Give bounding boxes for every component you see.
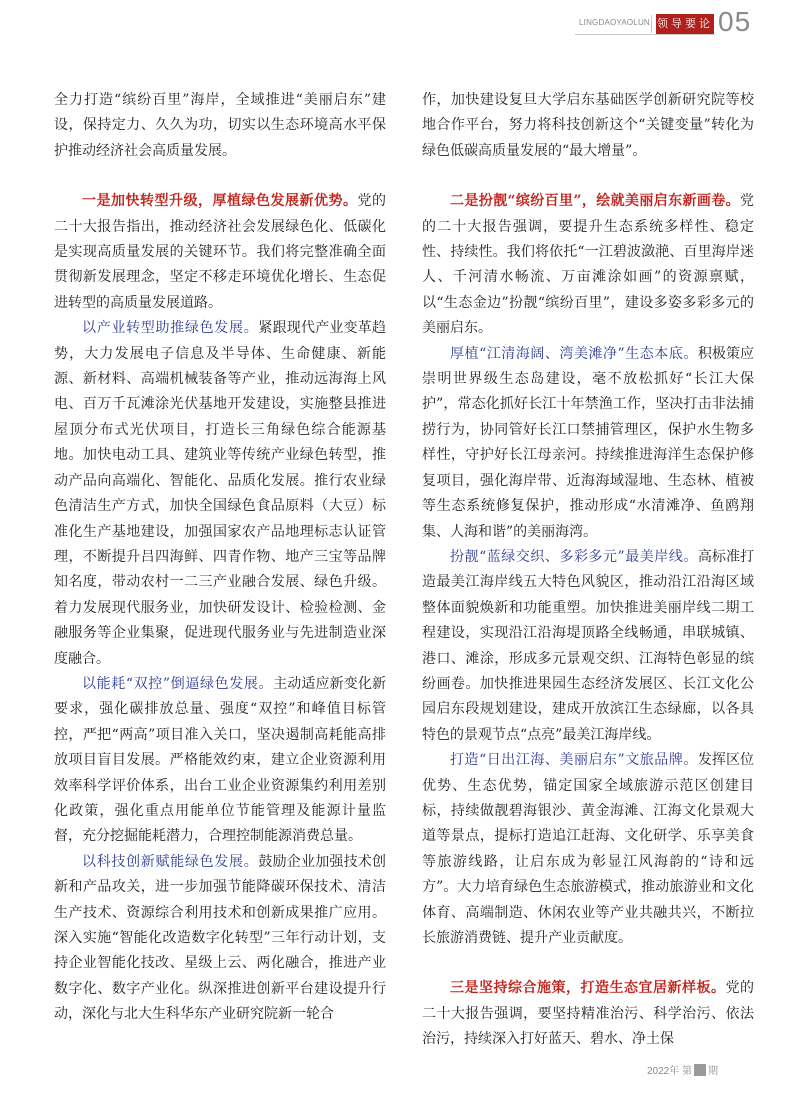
- footer-issue-prefix: 第: [682, 1066, 693, 1077]
- subsection-lead: 以能耗“双控”倒逼绿色发展。: [82, 675, 274, 692]
- section-paragraph: [422, 976, 754, 1052]
- paragraph-text: 鼓励企业加强技术创新和产品攻关，进一步加强节能降碳环保技术、清洁生产技术、资源综合利用技术和创新成果推广应用。深入实施“智能化改造数字化转型”三年行动计划，支持企业智能化技改、星级上云、两化融合，推进产业数字化、数字产业化。纵深推进创新平台建设提升行动，深化与北大生科华东产业研究院新一轮合: [54, 853, 387, 1023]
- footer-year: 2022年: [647, 1066, 680, 1077]
- subsection-lead: 以产业转型助推绿色发展。: [82, 320, 259, 337]
- subsection-paragraph: [422, 545, 754, 748]
- paragraph-text: 高标准打造最美江海岸线五大特色风貌区，推动沿江沿海区域整体面貌焕新和功能重塑。加快推进美丽岸线二期工程建设，实现沿江沿海堤顶路全线畅通，串联城镇、港口、滩涂，形成多元景观交织、江海特色彰显的缤纷画卷。加快推进果园生态经济发展区、长江文化公园启东段规划建设，建成开放滨江生态绿廊，以各具特色的景观节点“点亮”最美江海岸线。: [422, 548, 754, 743]
- paragraph-text: 紧跟现代产业变革趋势，大力发展电子信息及半导体、生命健康、新能源、新材料、高端机械装备等产业，推动远海海上风电、百万千瓦滩涂光伏基地开发建设，实施整县推进屋顶分布式光伏项目，打造长三角绿色综合能源基地。加快电动工具、建筑业等传统产业绿色转型，推动产品向高端化、智能化、品质化发展。推行农业绿色清洁生产方式，加快全国绿色食品原料（大豆）标准化生产基地建设，加强国家农产品地理标志认证管理，不断提升吕四海鲜、四青作物、地产三宝等品牌知名度，带动农村一二三产业融合发展、绿色升级。着力发展现代服务业，加快研发设计、检验检测、金融服务等企业集聚，促进现代服务业与先进制造业深度融合。: [54, 320, 387, 667]
- subsection-paragraph: [54, 672, 386, 850]
- issue-footer: [647, 1062, 718, 1077]
- subsection-lead: 打造“日出江海、美丽启东”文旅品牌。: [450, 752, 698, 769]
- section-gap: [422, 164, 754, 189]
- paragraph-text: 党的二十大报告强调，要提升生态系统多样性、稳定性、持续性。我们将依托“一江碧波潋滟、百里海岸迷人、千河清水畅流、万亩滩涂如画”的资源禀赋，以“生态金边”扮靓“缤纷百里”，建设多姿多彩多元的美丽启东。: [422, 193, 754, 337]
- issue-number-box: [694, 1064, 706, 1076]
- header-latin-title: LINGDAOYAOLUN: [579, 18, 650, 27]
- subsection-lead: 厚植“江清海阔、湾美滩净”生态本底。: [450, 345, 698, 362]
- section-heading: 二是扮靓“缤纷百里”，绘就美丽启东新画卷。: [450, 193, 740, 210]
- subsection-paragraph: [422, 342, 754, 545]
- right-column: [422, 88, 754, 1053]
- body-paragraph: [422, 88, 754, 164]
- subsection-paragraph: [54, 850, 386, 1028]
- subsection-lead: 扮靓“蓝绿交织、多彩多元”最美岸线。: [450, 548, 698, 565]
- section-heading: 三是坚持综合施策，打造生态宜居新样板。: [450, 980, 726, 997]
- paragraph-text: 发挥区位优势、生态优势，锚定国家全域旅游示范区创建目标，持续做靓碧海银沙、黄金海滩、江海文化景观大道等景点，提标打造追江赶海、文化研学、乐享美食等旅游线路，让启东成为彰显江风海韵的“诗和远方”。大力培育绿色生态旅游模式，推动旅游业和文化体育、高端制造、休闲农业等产业共融共兴，不断拉长旅游消费链、提升产业贡献度。: [422, 752, 754, 946]
- paragraph-text: 全力打造“缤纷百里”海岸，全域推进“美丽启东”建设，保持定力、久久为功，切实以生态环境高水平保护推动经济社会高质量发展。: [54, 92, 386, 159]
- section-heading: 一是加快转型升级，厚植绿色发展新优势。: [82, 193, 358, 210]
- paragraph-text: 党的二十大报告指出，推动经济社会发展绿色化、低碳化是实现高质量发展的关键环节。我们将完整准确全面贯彻新发展理念，坚定不移走环境优化增长、生态促进转型的高质量发展道路。: [54, 193, 386, 311]
- section-gap: [422, 951, 754, 976]
- header-rule: [575, 34, 715, 35]
- subsection-paragraph: [422, 748, 754, 951]
- left-column: [54, 88, 386, 1028]
- body-paragraph: [54, 88, 386, 164]
- paragraph-text: 主动适应新变化新要求，强化碳排放总量、强度“双控”和峰值目标管控，严把“两高”项目准入关口，坚决遏制高耗能高排放项目盲目发展。严格能效约束，建立企业资源利用效率科学评价体系，出台工业企业资源集约利用差别化政策，强化重点用能单位节能管理及能源计量监督，充分挖掘能耗潜力，合理控制能源消费总量。: [54, 675, 386, 845]
- subsection-paragraph: [54, 316, 386, 672]
- section-paragraph: [54, 189, 386, 316]
- section-paragraph: [422, 189, 754, 341]
- footer-issue-suffix: 期: [708, 1066, 719, 1077]
- section-badge: 领导要论: [656, 14, 714, 34]
- paragraph-text: 党的二十大报告强调，要坚持精准治污、科学治污、依法治污，持续深入打好蓝天、碧水、净土保: [422, 980, 754, 1048]
- paragraph-text: 积极策应崇明世界级生态岛建设，毫不放松抓好“长江大保护”，常态化抓好长江十年禁渔工作，坚决打击非法捕捞行为，协同管好长江口禁捕管理区，保护水生物多样性，守护好长江母亲河。持续推进海洋生态保护修复项目，强化海岸带、近海海域湿地、生态林、植被等生态系统修复保护，推动形成“水清滩净、鱼鸥翔集、人海和谐”的美丽海湾。: [422, 345, 754, 540]
- subsection-lead: 以科技创新赋能绿色发展。: [82, 853, 259, 870]
- section-gap: [54, 164, 386, 189]
- paragraph-text: 作，加快建设复旦大学启东基础医学创新研究院等校地合作平台，努力将科技创新这个“关键变量”转化为绿色低碳高质量发展的“最大增量”。: [422, 92, 754, 159]
- page-number: 05: [718, 6, 752, 37]
- header-divider: [651, 15, 652, 33]
